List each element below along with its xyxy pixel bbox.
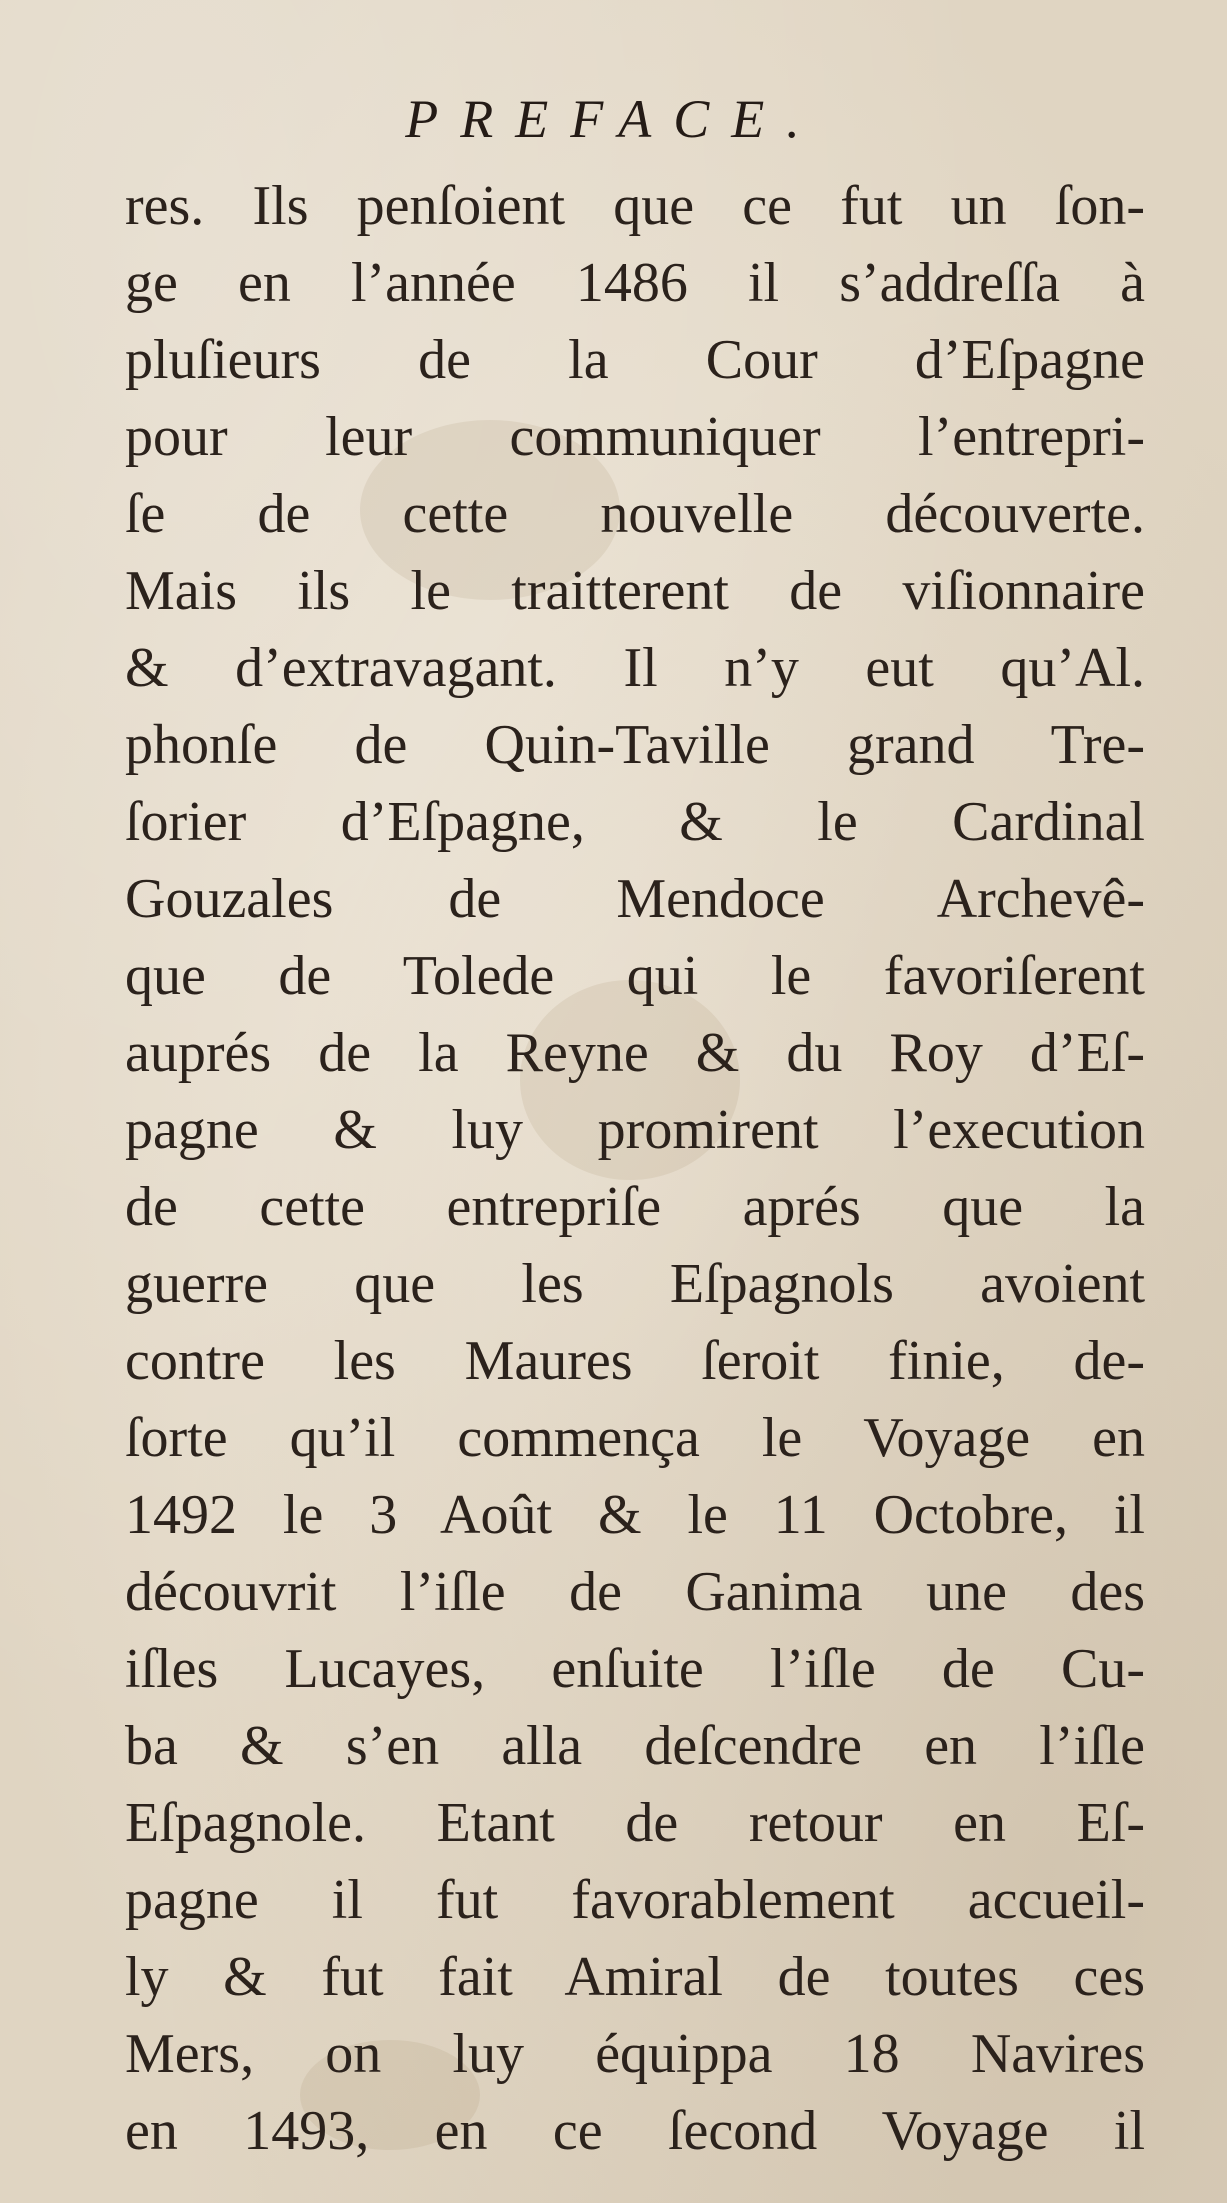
text-line: découvrit l’iſle de Ganima une des <box>125 1561 1145 1623</box>
text-line: phonſe de Quin-Taville grand Tre- <box>125 714 1145 776</box>
text-line: ly & fut fait Amiral de toutes ces <box>125 1946 1145 2008</box>
text-line: de cette entrepriſe aprés que la <box>125 1176 1145 1238</box>
text-line: ge en l’année 1486 il s’addreſſa à <box>125 252 1145 314</box>
text-line: Gouzales de Mendoce Archevê- <box>125 868 1145 930</box>
text-line: & d’extravagant. Il n’y eut qu’Al. <box>125 637 1145 699</box>
text-line: contre les Maures ſeroit finie, de- <box>125 1330 1145 1392</box>
text-line: pagne il fut favorablement accueil- <box>125 1869 1145 1931</box>
text-line: ba & s’en alla deſcendre en l’iſle <box>125 1715 1145 1777</box>
text-line: Eſpagnole. Etant de retour en Eſ- <box>125 1792 1145 1854</box>
text-line: pluſieurs de la Cour d’Eſpagne <box>125 329 1145 391</box>
text-line: Mais ils le traitterent de viſionnaire <box>125 560 1145 622</box>
text-line: pagne & luy promirent l’execution <box>125 1099 1145 1161</box>
text-line: res. Ils penſoient que ce fut un ſon- <box>125 175 1145 237</box>
text-line: ſorte qu’il commença le Voyage en <box>125 1407 1145 1469</box>
text-line: iſles Lucayes, enſuite l’iſle de Cu- <box>125 1638 1145 1700</box>
text-line: Mers, on luy équippa 18 Navires <box>125 2023 1145 2085</box>
running-head: PREFACE. <box>405 89 822 149</box>
body-text <box>125 168 1145 2170</box>
text-line: ſorier d’Eſpagne, & le Cardinal <box>125 791 1145 853</box>
text-line: 1492 le 3 Août & le 11 Octobre, il <box>125 1484 1145 1546</box>
text-line: ſe de cette nouvelle découverte. <box>125 483 1145 545</box>
text-line: que de Tolede qui le favoriſerent <box>125 945 1145 1007</box>
text-line: auprés de la Reyne & du Roy d’Eſ- <box>125 1022 1145 1084</box>
text-line: en 1493, en ce ſecond Voyage il <box>125 2100 1145 2162</box>
text-line: guerre que les Eſpagnols avoient <box>125 1253 1145 1315</box>
text-line: pour leur communiquer l’entrepri- <box>125 406 1145 468</box>
